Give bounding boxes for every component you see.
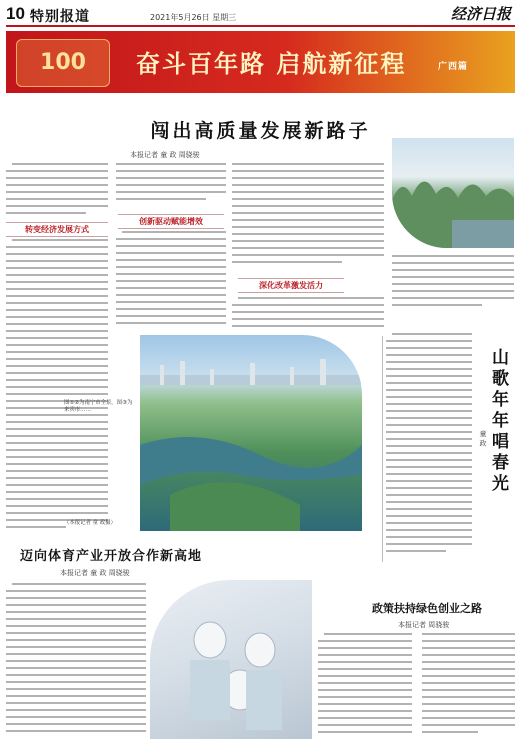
main-byline: 本报记者 童 政 周骁骏	[130, 151, 200, 159]
main-headline: 闯出高质量发展新路子	[150, 120, 371, 142]
bottom-right-body	[318, 630, 515, 739]
newspaper-logo: 经济日报	[450, 5, 511, 23]
article-column-3b	[232, 294, 384, 334]
article-column-2b	[116, 228, 226, 332]
issue-date: 2021年5月26日 星期三	[150, 13, 237, 22]
body-text-lines	[6, 160, 108, 220]
body-text-lines	[232, 160, 384, 272]
body-text-lines	[116, 160, 226, 210]
body-text-lines	[232, 294, 384, 334]
body-text-lines	[6, 236, 108, 536]
sidebar-author: 童 政	[479, 430, 487, 447]
karst-landscape-photo	[392, 138, 514, 248]
article-column-4	[392, 252, 514, 316]
subhead-3: 深化改革激发活力	[238, 278, 344, 293]
city-aerial-illustration	[140, 335, 362, 531]
body-text-lines	[392, 252, 514, 316]
nanning-city-photo	[140, 335, 362, 531]
photo-caption: 图①②为南宁市全景。图③为来宾市……	[64, 400, 133, 413]
workers-illustration	[150, 580, 312, 739]
bottom-left-headline: 迈向体育产业开放合作新高地	[20, 549, 203, 564]
article-column-3a	[232, 160, 384, 272]
centennial-badge: 100	[16, 39, 110, 87]
body-text-lines	[386, 330, 472, 558]
bottom-left-byline: 本报记者 童 政 周骁骏	[60, 569, 130, 577]
column-divider	[382, 336, 383, 562]
body-text-lines	[116, 228, 226, 332]
article-column-1b	[6, 236, 108, 536]
body-text-lines	[318, 630, 515, 739]
subhead-2: 创新驱动赋能增效	[118, 214, 224, 229]
subhead-1: 转变经济发展方式	[6, 222, 108, 237]
section-title: 特别报道	[30, 9, 90, 25]
sidebar-title: 山歌年年唱春光	[488, 348, 508, 495]
bottom-right-byline: 本报记者 周骁骏	[398, 621, 450, 629]
page-number: 10	[6, 4, 25, 23]
article-column-2a	[116, 160, 226, 210]
article-column-1a	[6, 160, 108, 220]
header-rule	[6, 25, 515, 27]
banner-title: 奋斗百年路 启航新征程	[136, 50, 407, 78]
photo-credit: （本报记者 童 政摄）	[64, 520, 116, 526]
factory-workers-photo	[150, 580, 312, 739]
karst-hills-illustration	[392, 138, 514, 248]
bottom-left-body	[6, 580, 146, 739]
banner-subtitle: 广西篇	[438, 62, 469, 72]
bottom-right-headline: 政策扶持绿色创业之路	[372, 602, 482, 615]
body-text-lines	[6, 580, 146, 739]
sidebar-body	[386, 330, 472, 558]
centennial-banner	[6, 31, 515, 93]
